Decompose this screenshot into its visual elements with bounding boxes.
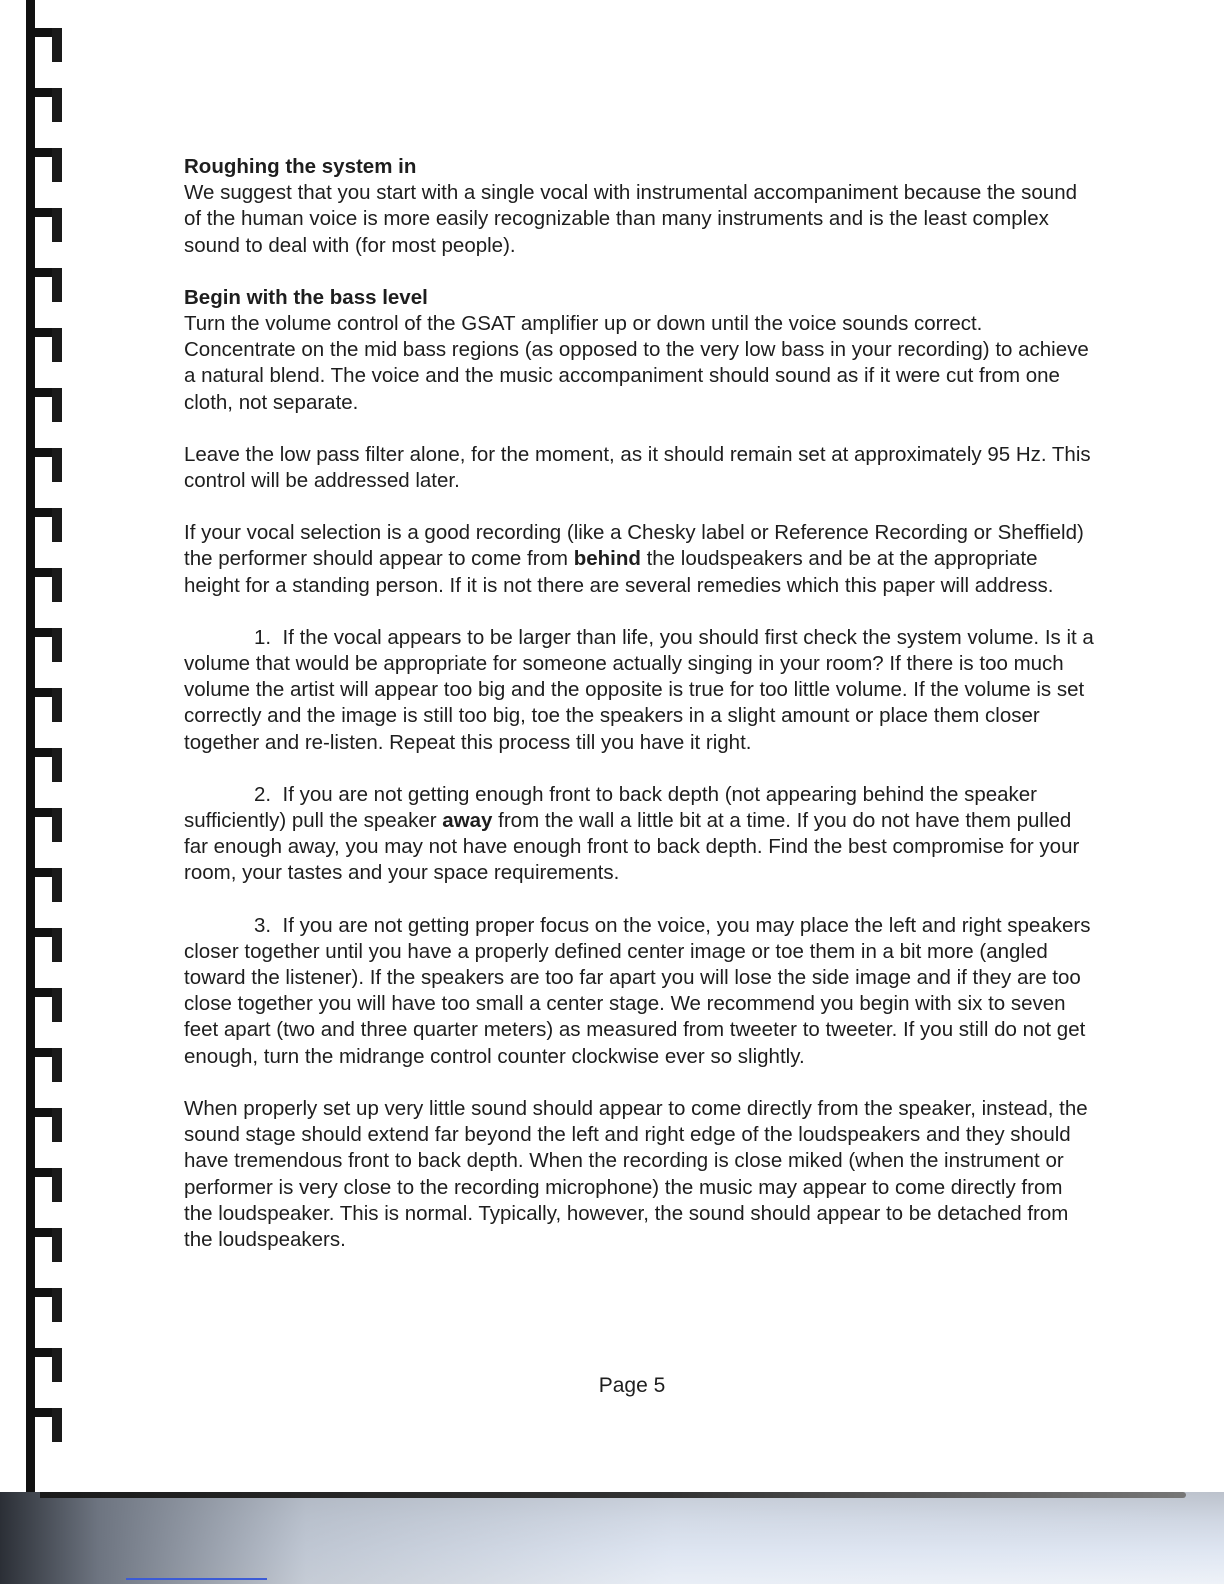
binding-tooth [26,148,60,182]
binding-tooth [26,808,60,842]
blue-underline-mark [126,1578,267,1580]
remedy-number-2: 2. [254,782,272,806]
remedy-number-1: 1. [254,625,272,649]
page-edge [40,1492,1186,1498]
binding-tooth [26,268,60,302]
remedy-text-1: If the vocal appears to be larger than life, you should first check the system volume. Is it a volume that would be appropriate for someone actually singing in your room? If there is too much volume the artist will appear too big and the opposite is true for too little volume. If the volume is set correctly and the image is still too big, toe the speakers in a slight amount or place them closer together and re-listen. Repeat this process till you have it right. [184,625,1094,754]
binding-tooth [26,208,60,242]
binding-tooth [26,868,60,902]
binding-tooth [26,748,60,782]
bass-heading: Begin with the bass level [184,285,428,309]
vocal-text-start: If your vocal selection is a good recording (like a Chesky label or Reference Recording or Sheffield) the performer should appear to come from [184,521,1084,571]
binding-tooth [26,448,60,482]
binding-tooth [26,928,60,962]
binding-tooth [26,88,60,122]
rough-in-heading: Roughing the system in [184,155,417,178]
binding-tooth [26,1168,60,1202]
binding-tooth [26,28,60,62]
binding-tooth [26,508,60,542]
bottom-shadow [0,1492,1224,1584]
spiral-binding [0,0,70,1584]
remedy-item-3 [184,913,1096,1070]
closing-paragraph: When properly set up very little sound should appear to come directly from the speaker, instead, the sound stage should extend far beyond the left and right edge of the loudspeakers and they should have tremendous front to back depth. When the recording is close miked (when the instrument or performer is very close to the recording microphone) the music may appear to come directly from the loudspeaker. This is normal. Typically, however, the sound should appear to be detached from the loudspeakers. [184,1096,1088,1251]
binding-tooth [26,1288,60,1322]
low-pass-paragraph: Leave the low pass filter alone, for the moment, as it should remain set at approximately 95 Hz. This control will be addressed later. [184,442,1091,493]
binding-tooth [26,688,60,722]
vocal-emphasis: behind [573,547,641,571]
binding-tooth [26,628,60,662]
page-number: Page 5 [598,1374,666,1397]
rough-in-paragraph: We suggest that you start with a single vocal with instrumental accompaniment because the sound of the human voice is more easily recognizable than many instruments and is the least complex sound to deal with (for most people). [184,181,1077,257]
remedy-text-2-start: If you are not getting enough front to back depth (not appearing behind the speaker sufficiently) pull the speaker [184,782,1038,833]
remedy-item-1 [184,625,1096,756]
remedy-text-2-end: from the wall a little bit at a time. If you do not have them pulled far enough away, you may not have enough front to back depth. Find the best compromise for your room, your tastes and your space requirements. [184,809,1080,885]
binding-tooth [26,568,60,602]
binding-tooth [26,1108,60,1142]
binding-tooth [26,328,60,362]
remedy-text-3: If you are not getting proper focus on the voice, you may place the left and right speakers closer together until you have a properly defined center image or toe them in a bit more (angled toward the listener). If the speakers are too far apart you will lose the side image and if they are too close together you will have too small a center stage. We recommend you begin with six to seven feet apart (two and three quarter meters) as measured from tweeter to tweeter. If you still do not get enough, turn the midrange control counter clockwise ever so slightly. [184,913,1091,1068]
binding-tooth [26,1408,60,1442]
vocal-text-end: the loudspeakers and be at the appropriate height for a standing person. If it is not there are several remedies which this paper will address. [184,547,1054,597]
remedy-emphasis-2: away [442,809,493,833]
page-content [184,154,1096,1279]
page-footer [0,1374,1224,1398]
binding-tooth [26,1228,60,1262]
binding-tooth [26,988,60,1022]
remedy-item-2 [184,782,1096,887]
vocal-paragraph [184,520,1096,599]
bass-paragraph: Turn the volume control of the GSAT amplifier up or down until the voice sounds correct. Concentrate on the mid bass regions (as opposed to the very low bass in your recording) to achieve a natural blend. The voice and the music accompaniment should sound as if it were cut from one cloth, not separate. [184,312,1089,414]
binding-tooth [26,1048,60,1082]
remedy-number-3: 3. [254,913,272,937]
binding-tooth [26,388,60,422]
